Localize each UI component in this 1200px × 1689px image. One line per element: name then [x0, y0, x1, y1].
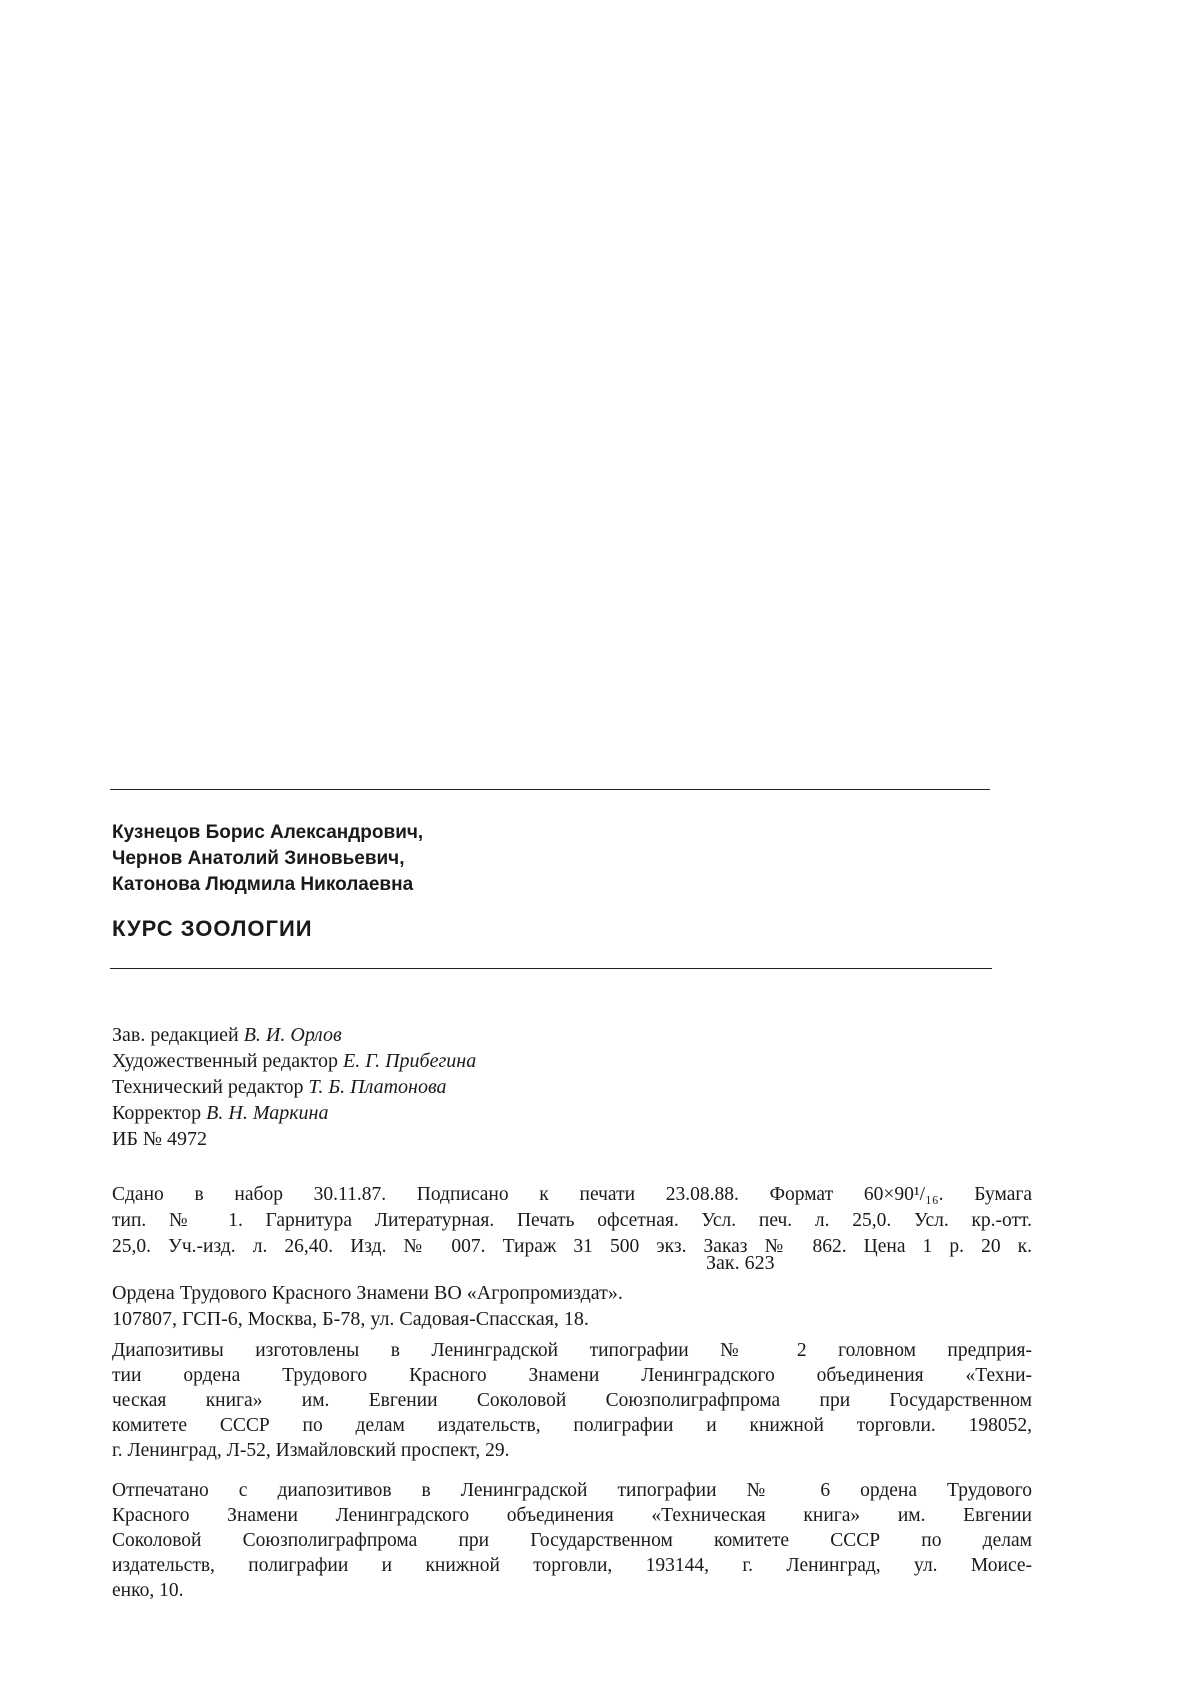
bottom-rule — [110, 968, 992, 969]
publication-line: тип. № 1. Гарнитура Литературная. Печать офсетная. Усл. печ. л. 25,0. Усл. кр.-отт. — [112, 1210, 1032, 1231]
staff-row — [112, 1074, 476, 1100]
publisher-block — [112, 1280, 623, 1332]
publication-details — [112, 1182, 1032, 1260]
paragraph-line: тии ордена Трудового Красного Знамени Ленинградского объединения «Техни- — [112, 1365, 1032, 1386]
author-line: Кузнецов Борис Александрович, — [112, 822, 424, 843]
paragraph-line: г. Ленинград, Л-52, Измайловский проспект, 29. — [112, 1440, 510, 1461]
publisher-line: 107807, ГСП-6, Москва, Б-78, ул. Садовая-Спасская, 18. — [112, 1308, 589, 1330]
staff-row — [112, 1100, 476, 1126]
paragraph-line: Отпечатано с диапозитивов в Ленинградской типографии № 6 ордена Трудового — [112, 1480, 1032, 1501]
top-rule — [110, 789, 990, 790]
publisher-line: Ордена Трудового Красного Знамени ВО «Агропромиздат». — [112, 1282, 623, 1304]
order-note: Зак. 623 — [706, 1252, 775, 1274]
staff-role: Зав. редакцией — [112, 1024, 239, 1046]
editorial-staff — [112, 1022, 476, 1126]
paragraph-line: Диапозитивы изготовлены в Ленинградской типографии № 2 головном предприя- — [112, 1340, 1032, 1361]
author-line: Катонова Людмила Николаевна — [112, 874, 414, 895]
publication-line: 25,0. Уч.-изд. л. 26,40. Изд. № 007. Тираж 31 500 экз. Заказ № 862. Цена 1 р. 20 к. — [112, 1236, 1032, 1257]
paragraph-line: Красного Знамени Ленинградского объединения «Техническая книга» им. Евгении — [112, 1505, 1032, 1526]
printed-paragraph — [112, 1478, 1032, 1603]
staff-name: В. Н. Маркина — [206, 1102, 329, 1124]
staff-role: Технический редактор — [112, 1076, 304, 1098]
diapositives-paragraph — [112, 1338, 1032, 1463]
staff-name: В. И. Орлов — [243, 1024, 342, 1046]
book-title: КУРС ЗООЛОГИИ — [112, 916, 313, 941]
author-line: Чернов Анатолий Зиновьевич, — [112, 848, 405, 869]
publication-line: Сдано в набор 30.11.87. Подписано к печати 23.08.88. Формат 60×90¹/₁₆. Бумага — [112, 1184, 1032, 1205]
paragraph-line: комитете СССР по делам издательств, полиграфии и книжной торговли. 198052, — [112, 1415, 1032, 1436]
authors-block — [112, 820, 423, 898]
staff-role: Корректор — [112, 1102, 202, 1124]
staff-row — [112, 1022, 476, 1048]
staff-name: Е. Г. Прибегина — [343, 1050, 477, 1072]
ib-number: ИБ № 4972 — [112, 1128, 208, 1150]
staff-name: Т. Б. Платонова — [308, 1076, 447, 1098]
paragraph-line: издательств, полиграфии и книжной торговли, 193144, г. Ленинград, ул. Моисе- — [112, 1555, 1032, 1576]
paragraph-line: ческая книга» им. Евгении Соколовой Союзполиграфпрома при Государственном — [112, 1390, 1032, 1411]
staff-role: Художественный редактор — [112, 1050, 338, 1072]
staff-row — [112, 1048, 476, 1074]
paragraph-line: енко, 10. — [112, 1580, 184, 1601]
paragraph-line: Соколовой Союзполиграфпрома при Государственном комитете СССР по делам — [112, 1530, 1032, 1551]
